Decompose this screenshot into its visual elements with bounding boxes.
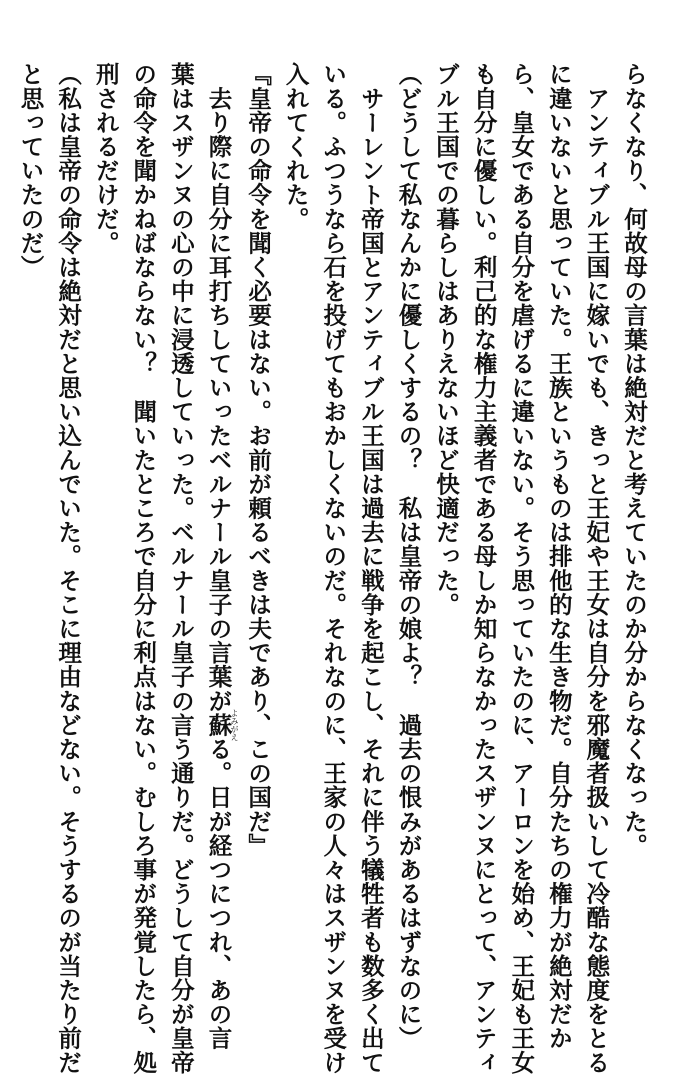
text-line: 刑されるだけだ。 xyxy=(91,62,120,255)
text-line: いる。ふつうなら石を投げてもおかしくないのだ。それなのに、王家の人々はスザンヌを受け xyxy=(319,62,348,1074)
text-line: （私は皇帝の命令は絶対だと思い込んでいた。そこに理由などない。そうするのが当たり前だ xyxy=(54,62,83,1074)
text-line: 葉はスザンヌの心の中に浸透していった。ベルナール皇子の言う通りだ。どうして自分が皇帝 xyxy=(166,62,195,1074)
text-line: も自分に優しい。利己的な権力主義者である母しか知らなかったスザンヌにとって、アンティ xyxy=(469,62,498,1074)
text-line: ブル王国での暮らしはありえないほど快適だった。 xyxy=(432,62,461,617)
text-segment: 去り際に自分に耳打ちしていったベルナール皇子の言葉が xyxy=(204,62,233,713)
text-line: 入れてくれた。 xyxy=(281,62,310,231)
ruby-reading: よみがえ xyxy=(229,708,239,741)
text-line: （どうして私なんかに優しくするの？ 私は皇帝の娘よ？ 過去の恨みがあるはずなのに） xyxy=(394,62,423,1051)
ruby-base: 蘇 xyxy=(204,708,233,741)
text-line: 『皇帝の命令を聞く必要はない。お前が頼るべきは夫であり、この国だ』 xyxy=(244,62,273,858)
text-line: の命令を聞かねばならない？ 聞いたところで自分に利点はない。むしろ事が発覚したら、処 xyxy=(129,62,158,1074)
text-line: と思っていたのだ） xyxy=(16,62,45,279)
ruby-annotation xyxy=(204,708,239,741)
text-segment: る。日が経つにつれ、あの言 xyxy=(204,736,233,1051)
text-line: らなくなり、何故母の言葉は絶対だと考えていたのか分からなくなった。 xyxy=(620,62,648,858)
vertical-text-body xyxy=(11,62,652,1074)
text-line-with-ruby xyxy=(199,62,239,1051)
text-line: サーレント帝国とアンティブル王国は過去に戦争を起こし、それに伴う犠牲者も数多く出て xyxy=(356,62,385,1074)
text-line: に違いないと思っていた。王族というものは排他的な生き物だ。自分たちの権力が絶対だか xyxy=(544,62,573,1051)
text-line: ら、皇女である自分を虐げるに違いない。そう思っていたのに、アーロンを始め、王妃も王女 xyxy=(507,62,536,1074)
text-line: アンティブル王国に嫁いでも、きっと王妃や王女は自分を邪魔者扱いして冷酷な態度をとる xyxy=(582,62,611,1074)
